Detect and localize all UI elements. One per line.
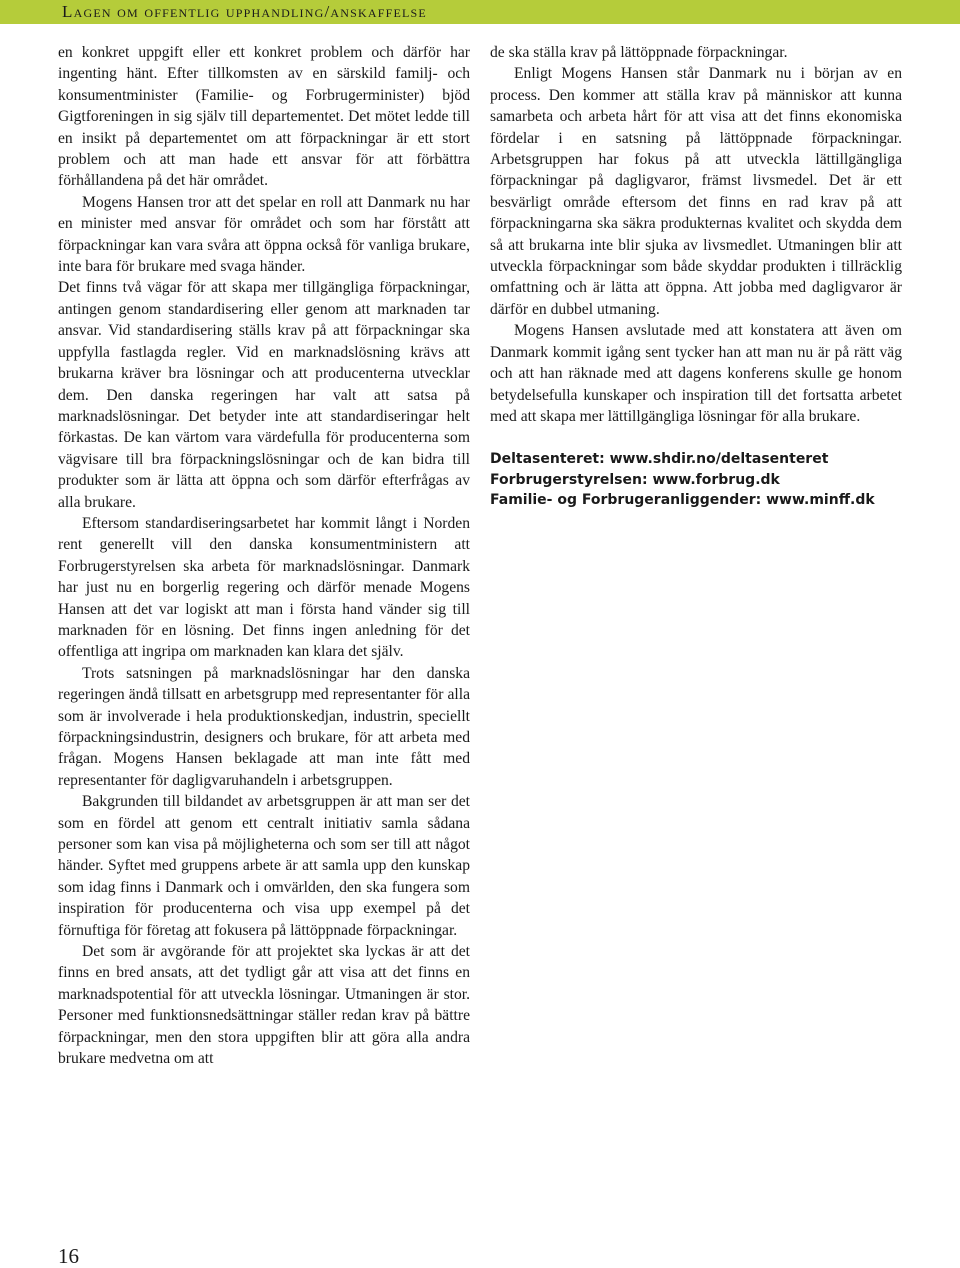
reference-links xyxy=(490,449,902,511)
right-text-column xyxy=(490,42,902,511)
paragraph: Mogens Hansen tror att det spelar en roll att Danmark nu har en minister med ansvar för området och som har förstått att förpackningar kan vara svåra att öppna också för vanliga brukare, inte bara för brukare med svaga händer. xyxy=(58,193,470,276)
paragraph: Det som är avgörande för att projektet ska lyckas är att det finns en bred ansats, att det tydligt går att visa att det finns en marknadspotential för att utveckla lösningar. Utmaningen är stor. Personer med funktionsnedsättningar ställer redan krav på bättre förpackningar, men den stora uppgiften blir att göra alla andra brukare medvetna om att xyxy=(58,943,470,1068)
link-deltasenteret[interactable]: Deltasenteret: www.shdir.no/deltasenteret xyxy=(490,451,829,468)
paragraph: Enligt Mogens Hansen står Danmark nu i början av en process. Den kommer att ställa krav på människor att kunna samarbeta och arbeta hårt för att visa att det finns ekonomiska fördelar i en satsning på lättöppnade förpackningar. Arbetsgruppen har fokus på att utveckla lättillgängliga förpackningar på dagligvaror, främst livsmedel. Det är ett besvärligt område eftersom det finns en rad krav på att förpackningarna ska säkra produkternas kvalitet och skydda dem så att brukarna inte blir sjuka av livsmedlet. Utmaningen blir att utveckla förpackningar som både skyddar produkten i tillräcklig omfattning och är lätta att öppna. Att jobba med dagligvaror är därför en dubbel utmaning. xyxy=(490,65,902,318)
link-forbrugerstyrelsen[interactable]: Forbrugerstyrelsen: www.forbrug.dk xyxy=(490,471,780,488)
paragraph: en konkret uppgift eller ett konkret problem och därför har ingenting hänt. Efter tillkomsten av en särskild familj- och konsumentminister (Familie- og Forbrugerminister) bjöd Gigtforeningen in sig själv till departementet. Det mötet ledde till en insikt på departementet om att förpackningar är ett stort problem och att man hade ett ansvar för att förbättra förhållandena på det här området. xyxy=(58,44,470,190)
paragraph: Trots satsningen på marknadslösningar har den danska regeringen ändå tillsatt en arbetsgrupp med representanter för alla som är involverade i hela produktionskedjan, industrin, speciellt förpackningsindustrin, designers och brukare, för att arbeta med frågan. Mogens Hansen beklagade att man inte fått med representanter för dagligvaruhandeln i arbetsgruppen. xyxy=(58,664,470,789)
paragraph: Eftersom standardiseringsarbetet har kommit långt i Norden rent generellt vill den danska konsumentministern att Forbrugerstyrelsen ska arbeta för marknadslösningar. Danmark har just nu en borgerlig regering och därför menade Mogens Hansen att det var logiskt att man i första hand vänder sig till marknaden för en lösning. Det finns ingen anledning för det offentliga att ingripa om marknaden kan klara det själv. xyxy=(58,514,470,661)
header-bar xyxy=(0,0,960,24)
paragraph: Det finns två vägar för att skapa mer tillgängliga förpackningar, antingen genom standardisering eller genom att marknaden tar ansvar. Vid standardisering ställs krav på att förpackningar ska uppfylla fastlagda regler. Vid en marknadslösning krävs att brukarna kräver bra lösningar och att producenterna utvecklar dem. Den danska regeringen har valt att satsa på marknadslösningar. Det betyder inte att standardiseringar helt förkastas. De kan värtom vara värdefulla för producenterna som vägvisare till bra förpackningslösningar och de kan bidra till produkter som är lätta att öppna och som därför efterfrågas av alla brukare. xyxy=(58,279,470,511)
link-familie-forbrugeranliggender[interactable]: Familie- og Forbrugeranliggender: www.minff.dk xyxy=(490,492,875,509)
page-number: 16 xyxy=(58,1244,79,1268)
left-text-column xyxy=(58,42,470,1070)
running-header-title: Lagen om offentlig upphandling/anskaffelse xyxy=(62,2,427,21)
paragraph: de ska ställa krav på lättöppnade förpackningar. xyxy=(490,44,788,61)
paragraph: Mogens Hansen avslutade med att konstatera att även om Danmark kommit igång sent tycker han att man nu är på rätt väg och att han räknade med att dagens konferens skulle ge honom betydelsefulla kunskaper och inspiration till det fortsatta arbetet med att skapa mer lättillgängliga lösningar för alla brukare. xyxy=(490,322,902,425)
paragraph: Bakgrunden till bildandet av arbetsgruppen är att man ser det som en fördel att genom ett centralt initiativ samla sådana personer som kan visa på möjligheterna och som ser till att något händer. Syftet med gruppens arbete är att samla upp den kunskap som idag finns i Danmark och i omvärlden, den ska fungera som inspiration för producenterna och visa upp exempel på det förnuftiga för företag att fokusera på lättöppnade förpackningar. xyxy=(58,793,470,939)
